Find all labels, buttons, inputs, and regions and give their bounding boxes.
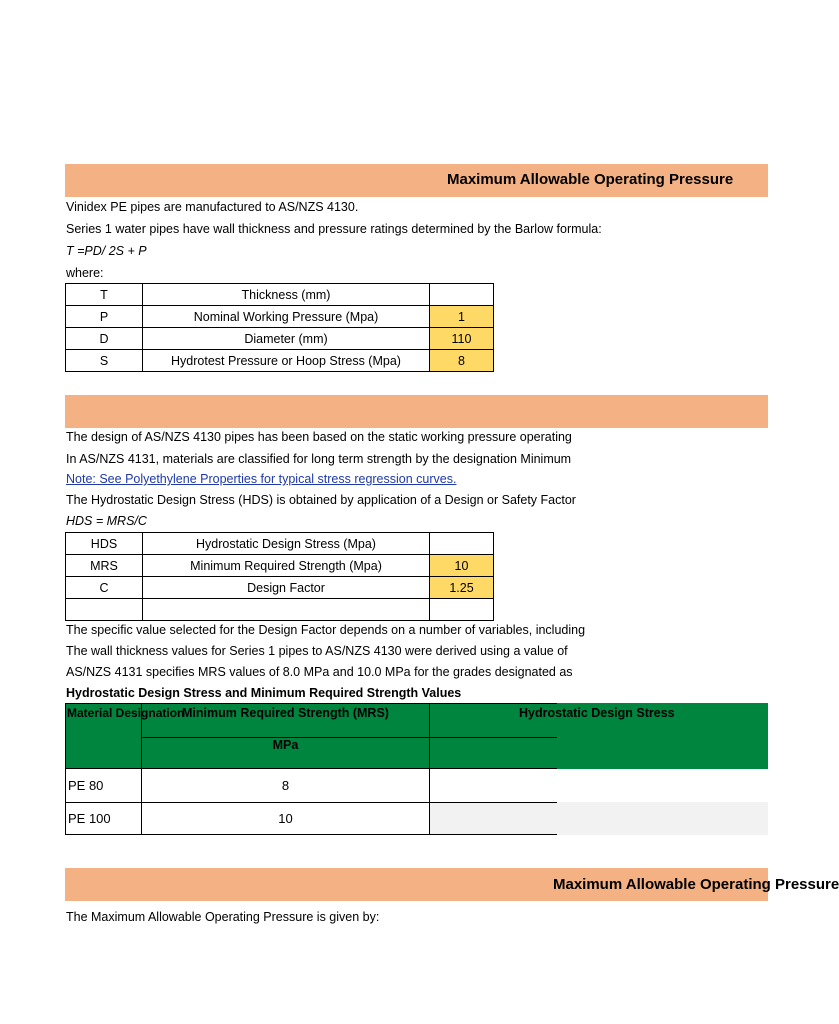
mrs-value-cell [142, 769, 430, 802]
symbol-cell: T [66, 284, 143, 306]
table-row [66, 533, 494, 555]
section1-line2: Series 1 water pipes have wall thickness and pressure ratings determined by the Barlow formula: [66, 222, 602, 236]
mrs-value-cell [142, 803, 430, 834]
value-cell[interactable] [430, 599, 494, 621]
symbol-cell: D [66, 328, 143, 350]
diameter-input-cell[interactable]: 110 [430, 328, 494, 350]
section2-line1: The design of AS/NZS 4130 pipes has been based on the static working pressure operating [66, 430, 572, 444]
section2-line5: The wall thickness values for Series 1 pipes to AS/NZS 4130 were derived using a value of [66, 644, 568, 658]
value-cell[interactable] [430, 284, 494, 306]
material-cell [65, 803, 142, 834]
header-material-cell [65, 703, 185, 769]
table-row [66, 328, 494, 350]
header-hds-unit-cell [430, 737, 557, 769]
symbol-cell [66, 599, 143, 621]
where-label: where: [66, 266, 104, 280]
section1-line1: Vinidex PE pipes are manufactured to AS/NZS 4130. [66, 200, 359, 214]
symbol-cell: C [66, 577, 143, 599]
mrs-table-title: Hydrostatic Design Stress and Minimum Required Strength Values [66, 686, 462, 700]
description-cell: Design Factor [143, 577, 430, 599]
section2-line4: The specific value selected for the Design Factor depends on a number of variables, including [66, 623, 586, 637]
description-cell: Hydrotest Pressure or Hoop Stress (Mpa) [143, 350, 430, 372]
hds-formula: HDS = MRS/C [66, 514, 147, 528]
description-cell [143, 599, 430, 621]
section1-title: Maximum Allowable Operating Pressure [447, 171, 734, 188]
table-row [65, 802, 557, 835]
header-mrs-unit-cell [142, 737, 430, 769]
table-row [66, 350, 494, 372]
stress-input-cell[interactable]: 8 [430, 350, 494, 372]
section3-line1: The Maximum Allowable Operating Pressure is given by: [66, 910, 380, 924]
barlow-variables-table [65, 283, 494, 372]
section3-title: Maximum Allowable Operating Pressure [553, 876, 839, 893]
table-row [66, 284, 494, 306]
mrs-value: 10 [278, 811, 293, 826]
section2-line2: In AS/NZS 4131, materials are classified for long term strength by the designation Minimum [66, 452, 572, 466]
table-row [66, 577, 494, 599]
header-mrs-label: Minimum Required Strength (MRS) [182, 706, 389, 720]
section2-line6: AS/NZS 4131 specifies MRS values of 8.0 MPa and 10.0 MPa for the grades designated as [66, 665, 573, 679]
header-unit-label: MPa [272, 738, 299, 752]
mrs-value: 8 [281, 778, 290, 793]
material-label: PE 80 [68, 778, 104, 793]
header-hds-cell [430, 703, 675, 738]
header-mrs-cell [142, 703, 430, 738]
description-cell: Hydrostatic Design Stress (Mpa) [143, 533, 430, 555]
table-row [66, 306, 494, 328]
section2-line3: The Hydrostatic Design Stress (HDS) is obtained by application of a Design or Safety Factor [66, 493, 576, 507]
polyethylene-properties-link[interactable]: Note: See Polyethylene Properties for typical stress regression curves. [66, 472, 457, 486]
symbol-cell: P [66, 306, 143, 328]
header-hds-label: Hydrostatic Design Stress [519, 706, 675, 720]
material-cell [65, 769, 142, 802]
description-cell: Minimum Required Strength (Mpa) [143, 555, 430, 577]
value-cell[interactable] [430, 533, 494, 555]
header-material-label: Material Designation [67, 706, 185, 720]
barlow-formula: T =PD/ 2S + P [66, 244, 147, 258]
description-cell: Thickness (mm) [143, 284, 430, 306]
table-row [66, 555, 494, 577]
table-row [65, 769, 557, 802]
symbol-cell: MRS [66, 555, 143, 577]
mrs-input-cell[interactable]: 10 [430, 555, 494, 577]
row-stripe-extension [557, 802, 768, 835]
pressure-input-cell[interactable]: 1 [430, 306, 494, 328]
design-factor-input-cell[interactable]: 1.25 [430, 577, 494, 599]
material-label: PE 100 [68, 811, 111, 826]
symbol-cell: S [66, 350, 143, 372]
table-row [66, 599, 494, 621]
hds-variables-table [65, 532, 494, 621]
symbol-cell: HDS [66, 533, 143, 555]
description-cell: Diameter (mm) [143, 328, 430, 350]
description-cell: Nominal Working Pressure (Mpa) [143, 306, 430, 328]
